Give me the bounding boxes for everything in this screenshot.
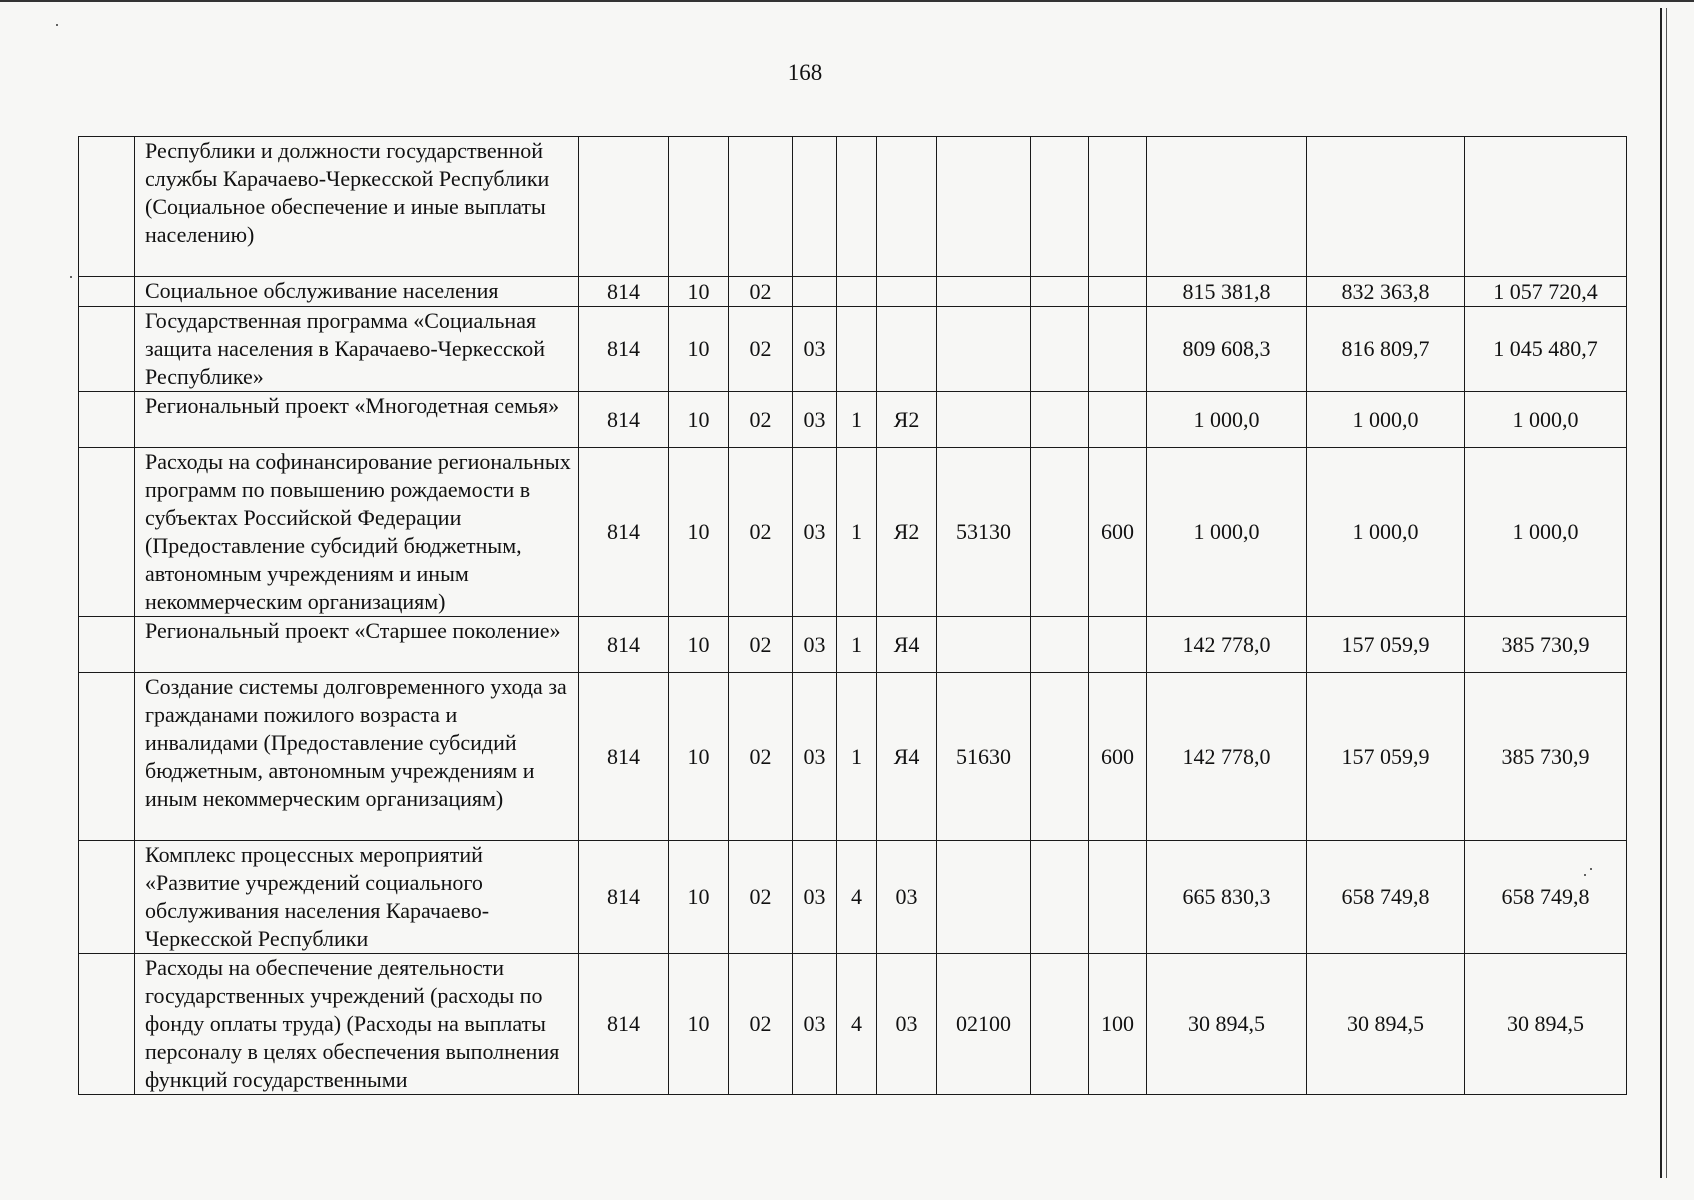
- amount-cell-2: [1307, 137, 1465, 277]
- table-row: [79, 307, 1627, 392]
- item-name-cell: Государственная программа «Социальная защита населения в Карачаево-Черкесской Республике»: [135, 307, 579, 392]
- scan-edge-top: [0, 0, 1694, 2]
- subprogram-code-cell: 1: [837, 392, 877, 448]
- program-code-cell: 03: [793, 954, 837, 1095]
- row-number-cell: [79, 617, 135, 673]
- project-code-cell: [877, 137, 937, 277]
- extra-code-cell: [1031, 954, 1089, 1095]
- amount-cell-3: 1 045 480,7: [1465, 307, 1627, 392]
- amount-cell-1: 665 830,3: [1147, 841, 1307, 954]
- table-row: [79, 448, 1627, 617]
- scan-speck: [70, 276, 72, 278]
- amount-cell-3: 1 000,0: [1465, 448, 1627, 617]
- amount-cell-1: 30 894,5: [1147, 954, 1307, 1095]
- expense-type-cell: 600: [1089, 673, 1147, 841]
- subsection-code-cell: 02: [729, 448, 793, 617]
- extra-code-cell: [1031, 841, 1089, 954]
- amount-cell-2: 30 894,5: [1307, 954, 1465, 1095]
- project-code-cell: [877, 307, 937, 392]
- scan-edge-right-inner: [1666, 8, 1667, 1178]
- grbs-code-cell: 814: [579, 673, 669, 841]
- extra-code-cell: [1031, 277, 1089, 307]
- subsection-code-cell: 02: [729, 841, 793, 954]
- extra-code-cell: [1031, 307, 1089, 392]
- extra-code-cell: [1031, 673, 1089, 841]
- subprogram-code-cell: 1: [837, 617, 877, 673]
- table-row: [79, 673, 1627, 841]
- direction-code-cell: 02100: [937, 954, 1031, 1095]
- direction-code-cell: [937, 841, 1031, 954]
- amount-cell-2: 157 059,9: [1307, 617, 1465, 673]
- budget-table-body: [79, 137, 1627, 1095]
- expense-type-cell: [1089, 392, 1147, 448]
- section-code-cell: 10: [669, 954, 729, 1095]
- subprogram-code-cell: 4: [837, 954, 877, 1095]
- project-code-cell: Я2: [877, 448, 937, 617]
- subsection-code-cell: 02: [729, 954, 793, 1095]
- section-code-cell: [669, 137, 729, 277]
- expense-type-cell: 600: [1089, 448, 1147, 617]
- table-row: [79, 277, 1627, 307]
- project-code-cell: Я2: [877, 392, 937, 448]
- row-number-cell: [79, 137, 135, 277]
- grbs-code-cell: 814: [579, 392, 669, 448]
- table-row: [79, 137, 1627, 277]
- item-name-cell: Региональный проект «Многодетная семья»: [135, 392, 579, 448]
- direction-code-cell: 51630: [937, 673, 1031, 841]
- expense-type-cell: [1089, 137, 1147, 277]
- grbs-code-cell: 814: [579, 307, 669, 392]
- amount-cell-3: [1465, 137, 1627, 277]
- extra-code-cell: [1031, 617, 1089, 673]
- subsection-code-cell: 02: [729, 673, 793, 841]
- row-number-cell: [79, 448, 135, 617]
- project-code-cell: 03: [877, 954, 937, 1095]
- subprogram-code-cell: 4: [837, 841, 877, 954]
- section-code-cell: 10: [669, 841, 729, 954]
- amount-cell-1: 142 778,0: [1147, 617, 1307, 673]
- amount-cell-3: 385 730,9: [1465, 617, 1627, 673]
- item-name-cell: Комплекс процессных мероприятий «Развитие учреждений социального обслуживания населения Карачаево-Черкесской Республики: [135, 841, 579, 954]
- direction-code-cell: 53130: [937, 448, 1031, 617]
- table-row: [79, 617, 1627, 673]
- subsection-code-cell: 02: [729, 617, 793, 673]
- program-code-cell: 03: [793, 673, 837, 841]
- extra-code-cell: [1031, 448, 1089, 617]
- section-code-cell: 10: [669, 307, 729, 392]
- item-name-cell: Создание системы долговременного ухода за гражданами пожилого возраста и инвалидами (Предоставление субсидий бюджетным, автономным учреждениям и иным некоммерческим организациям): [135, 673, 579, 841]
- project-code-cell: Я4: [877, 617, 937, 673]
- grbs-code-cell: 814: [579, 277, 669, 307]
- amount-cell-1: 142 778,0: [1147, 673, 1307, 841]
- amount-cell-2: 1 000,0: [1307, 448, 1465, 617]
- amount-cell-1: 1 000,0: [1147, 392, 1307, 448]
- subprogram-code-cell: 1: [837, 448, 877, 617]
- expense-type-cell: [1089, 841, 1147, 954]
- item-name-cell: Расходы на обеспечение деятельности государственных учреждений (расходы по фонду оплаты труда) (Расходы на выплаты персоналу в целях обеспечения выполнения функций государственными: [135, 954, 579, 1095]
- direction-code-cell: [937, 617, 1031, 673]
- program-code-cell: 03: [793, 448, 837, 617]
- amount-cell-2: 157 059,9: [1307, 673, 1465, 841]
- amount-cell-3: 1 057 720,4: [1465, 277, 1627, 307]
- budget-table: [78, 136, 1627, 1095]
- section-code-cell: 10: [669, 448, 729, 617]
- program-code-cell: [793, 137, 837, 277]
- program-code-cell: 03: [793, 307, 837, 392]
- table-row: [79, 392, 1627, 448]
- section-code-cell: 10: [669, 673, 729, 841]
- grbs-code-cell: 814: [579, 617, 669, 673]
- amount-cell-1: [1147, 137, 1307, 277]
- project-code-cell: 03: [877, 841, 937, 954]
- amount-cell-1: 809 608,3: [1147, 307, 1307, 392]
- subsection-code-cell: 02: [729, 307, 793, 392]
- subprogram-code-cell: [837, 307, 877, 392]
- amount-cell-2: 832 363,8: [1307, 277, 1465, 307]
- subprogram-code-cell: [837, 277, 877, 307]
- section-code-cell: 10: [669, 277, 729, 307]
- expense-type-cell: [1089, 307, 1147, 392]
- item-name-cell: Региональный проект «Старшее поколение»: [135, 617, 579, 673]
- row-number-cell: [79, 277, 135, 307]
- table-row: [79, 841, 1627, 954]
- subsection-code-cell: 02: [729, 277, 793, 307]
- item-name-cell: Республики и должности государственной службы Карачаево-Черкесской Республики (Социальное обеспечение и иные выплаты населению): [135, 137, 579, 277]
- section-code-cell: 10: [669, 392, 729, 448]
- amount-cell-3: 1 000,0: [1465, 392, 1627, 448]
- amount-cell-2: 1 000,0: [1307, 392, 1465, 448]
- expense-type-cell: [1089, 617, 1147, 673]
- grbs-code-cell: [579, 137, 669, 277]
- scan-edge-right: [1660, 8, 1662, 1178]
- page-number: 168: [787, 60, 823, 85]
- subprogram-code-cell: [837, 137, 877, 277]
- amount-cell-2: 658 749,8: [1307, 841, 1465, 954]
- scan-speck: [56, 24, 58, 26]
- amount-cell-1: 815 381,8: [1147, 277, 1307, 307]
- item-name-cell: Социальное обслуживание населения: [135, 277, 579, 307]
- subsection-code-cell: 02: [729, 392, 793, 448]
- grbs-code-cell: 814: [579, 954, 669, 1095]
- row-number-cell: [79, 673, 135, 841]
- direction-code-cell: [937, 137, 1031, 277]
- project-code-cell: [877, 277, 937, 307]
- table-row: [79, 954, 1627, 1095]
- grbs-code-cell: 814: [579, 841, 669, 954]
- extra-code-cell: [1031, 392, 1089, 448]
- item-name-cell: Расходы на софинансирование региональных программ по повышению рождаемости в субъектах Российской Федерации (Предоставление субсидий бюджетным, автономным учреждениям и иным некоммерческим организациям): [135, 448, 579, 617]
- row-number-cell: [79, 392, 135, 448]
- row-number-cell: [79, 307, 135, 392]
- program-code-cell: 03: [793, 841, 837, 954]
- row-number-cell: [79, 954, 135, 1095]
- program-code-cell: 03: [793, 392, 837, 448]
- project-code-cell: Я4: [877, 673, 937, 841]
- grbs-code-cell: 814: [579, 448, 669, 617]
- extra-code-cell: [1031, 137, 1089, 277]
- expense-type-cell: 100: [1089, 954, 1147, 1095]
- subprogram-code-cell: 1: [837, 673, 877, 841]
- amount-cell-2: 816 809,7: [1307, 307, 1465, 392]
- subsection-code-cell: [729, 137, 793, 277]
- row-number-cell: [79, 841, 135, 954]
- direction-code-cell: [937, 307, 1031, 392]
- amount-cell-3: 658 749,8: [1465, 841, 1627, 954]
- direction-code-cell: [937, 277, 1031, 307]
- amount-cell-1: 1 000,0: [1147, 448, 1307, 617]
- direction-code-cell: [937, 392, 1031, 448]
- program-code-cell: [793, 277, 837, 307]
- amount-cell-3: 385 730,9: [1465, 673, 1627, 841]
- program-code-cell: 03: [793, 617, 837, 673]
- section-code-cell: 10: [669, 617, 729, 673]
- amount-cell-3: 30 894,5: [1465, 954, 1627, 1095]
- expense-type-cell: [1089, 277, 1147, 307]
